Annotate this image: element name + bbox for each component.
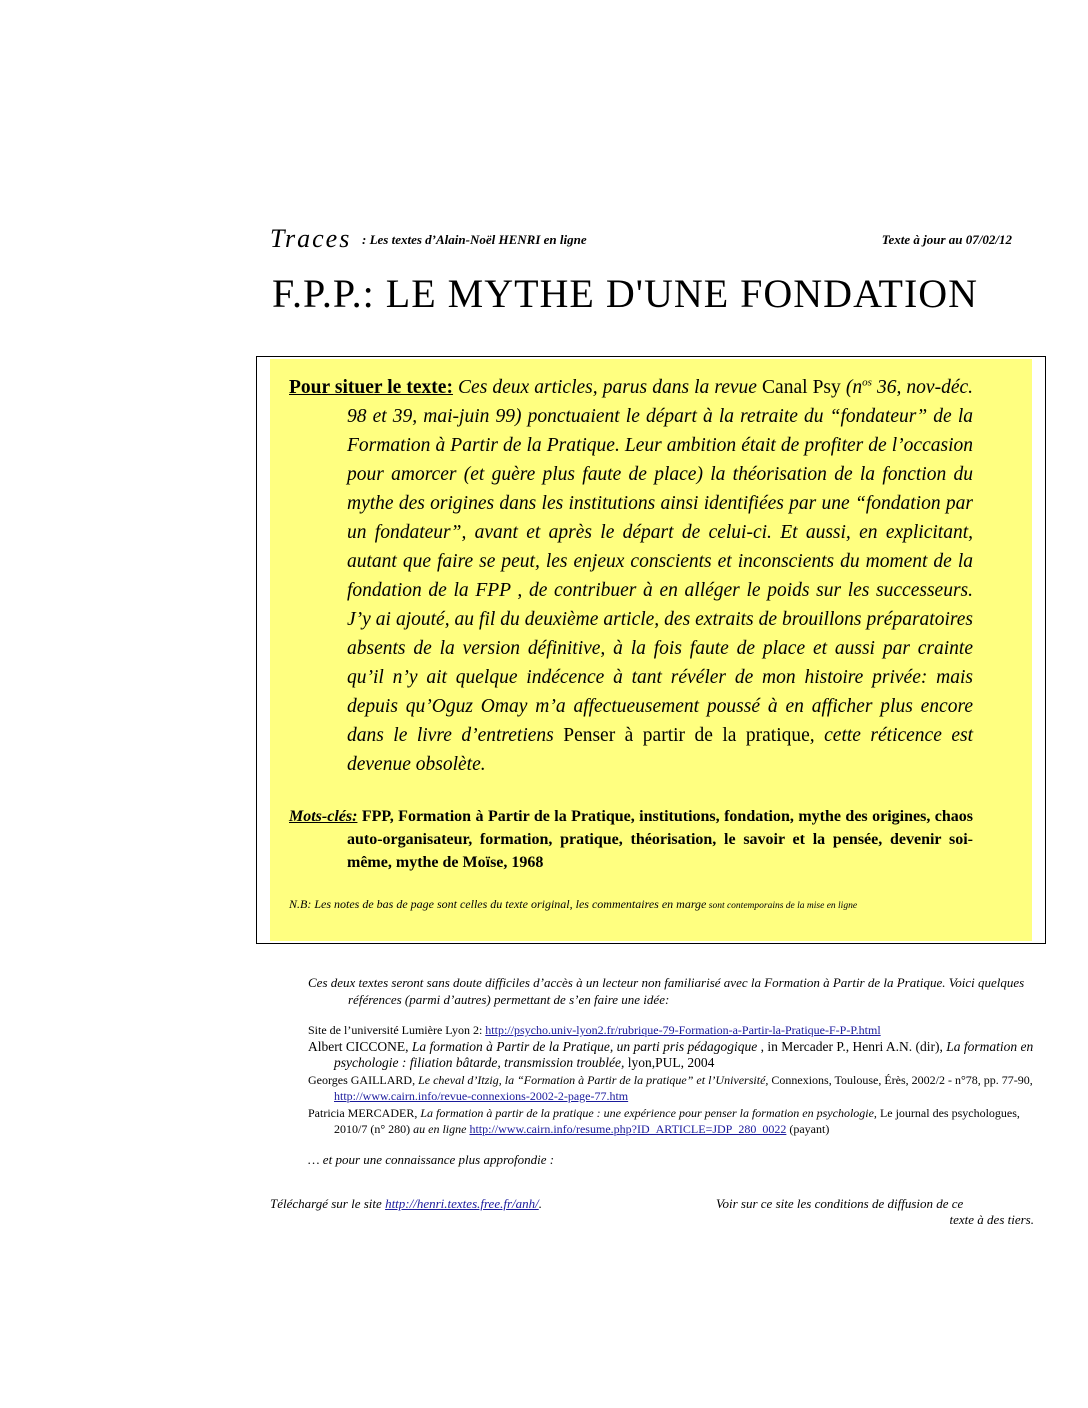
ref2-book: La formation en psychologie : filiation bâtarde, transmission troublée, bbox=[334, 1039, 1034, 1070]
abstract-paragraph bbox=[289, 373, 973, 779]
ref2-title: La formation à Partir de la Pratique, un parti pris pédagogique bbox=[411, 1039, 758, 1054]
abstract-text-2: (n bbox=[840, 377, 863, 398]
abstract-superscript: os bbox=[862, 376, 872, 389]
footer-right-line2: texte à des tiers. bbox=[949, 1212, 1034, 1227]
header-date: Texte à jour au 07/02/12 bbox=[881, 232, 1012, 247]
reference-3 bbox=[308, 1072, 1036, 1104]
footer-conditions bbox=[716, 1196, 1034, 1228]
header-subtitle: : Les textes d’Alain-Noël HENRI en ligne bbox=[362, 232, 587, 247]
footer-left-text: Téléchargé sur le site bbox=[270, 1196, 386, 1211]
reference-4 bbox=[308, 1105, 1036, 1137]
brand-traces: Traces bbox=[270, 224, 352, 253]
ref4-online: au en ligne bbox=[413, 1122, 470, 1136]
abstract-text-3: 36, nov-déc. 98 et 39, mai-juin 99) ponctuaient le départ à la retraite du “fondateur” de la Formation à Partir de la Pratique. Leur ambition était de profiter de l’occasion pour amorcer (et guère plus faute de place) la théorisation de la fonction du mythe des origines dans les institutions ainsi identifiées par une “fondation par un fondateur”, avant et après le départ de celui-ci. Et aussi, en explicitant, autant que faire se peut, les enjeux conscients et inconscients du moment de la fondation de la FPP , de contribuer à en alléger le poids sur les successeurs. J’y ai ajouté, au fil du deuxième article, des extraits de brouillons préparatoires absents de la version définitive, à la fois faute de place et aussi par crainte qu’il n’y ait quelque indécence à tant révéler de mon histoire privée: mais depuis qu’Oguz Omay m’a affectueusement poussé à en afficher plus encore dans le livre d’entretiens bbox=[347, 377, 974, 746]
keywords-label: Mots-clés: bbox=[289, 808, 358, 825]
page-title: F.P.P.: LE MYTHE D'UNE FONDATION bbox=[272, 271, 979, 316]
reference-2 bbox=[308, 1039, 1036, 1071]
intro-text: Ces deux textes seront sans doute difficiles d’accès à un lecteur non familiarisé avec la Formation à Partir de la Pratique. Voici quelques références (parmi d’autres) permettant de s’en faire une idée: bbox=[308, 975, 1025, 1007]
nb-small: sont contemporains de la mise en ligne bbox=[706, 901, 858, 911]
reference-1 bbox=[308, 1022, 1036, 1038]
ref3-link[interactable]: http://www.cairn.info/revue-connexions-2002-2-page-77.htm bbox=[334, 1089, 629, 1103]
ref1-text: Site de l’université Lumière Lyon 2: bbox=[308, 1023, 486, 1037]
ref4-author: Patricia MERCADER, bbox=[308, 1106, 421, 1120]
keywords-paragraph bbox=[289, 805, 973, 874]
footer-download bbox=[270, 1196, 542, 1212]
nb-main: N.B: Les notes de bas de page sont celles du texte original, les commentaires en marge bbox=[289, 897, 707, 911]
ref4-title: La formation à partir de la pratique : une expérience pour penser la formation en psychologie, bbox=[420, 1106, 877, 1120]
nb-note bbox=[289, 897, 989, 912]
ref4-link[interactable]: http://www.cairn.info/resume.php?ID_ARTICLE=JDP_280_0022 bbox=[469, 1122, 787, 1136]
footer-site-link[interactable]: http://henri.textes.free.fr/anh/ bbox=[385, 1196, 539, 1211]
ref1-link[interactable]: http://psycho.univ-lyon2.fr/rubrique-79-Formation-a-Partir-la-Pratique-F-P-P.html bbox=[485, 1023, 881, 1037]
references-list bbox=[308, 1022, 1036, 1138]
footer-right-line1: Voir sur ce site les conditions de diffusion de ce bbox=[716, 1196, 964, 1211]
keywords-text: FPP, Formation à Partir de la Pratique, institutions, fondation, mythe des origines, chaos auto-organisateur, formation, pratique, théorisation, le savoir et la pensée, devenir soi-même, mythe de Moïse, 1968 bbox=[347, 808, 973, 871]
ref4-paid: (payant) bbox=[786, 1122, 830, 1136]
further-reading: … et pour une connaissance plus approfondie : bbox=[308, 1152, 555, 1167]
abstract-text-4: , cette réticence est devenue obsolète. bbox=[347, 725, 973, 775]
ref3-pub: Connexions, Toulouse, Érès, 2002/2 - n°78, pp. 77-90, bbox=[768, 1073, 1033, 1087]
ref4-pub: Le journal des psychologues, 2010/7 (n° 280) bbox=[334, 1106, 1020, 1136]
abstract-label: Pour situer le texte: bbox=[289, 377, 453, 398]
book-title: Penser à partir de la pratique bbox=[563, 725, 810, 746]
abstract-text-1: Ces deux articles, parus dans la revue bbox=[452, 377, 763, 398]
ref2-author: Albert CICCONE, bbox=[308, 1039, 412, 1054]
ref2-in: , in Mercader P., Henri A.N. (dir), bbox=[757, 1039, 947, 1054]
ref3-title: Le cheval d’Itzig, la “Formation à Partir de la pratique” et l’Université, bbox=[418, 1073, 769, 1087]
footer-left-end: . bbox=[538, 1196, 542, 1211]
intro-paragraph bbox=[308, 974, 1036, 1008]
abstract-box bbox=[256, 356, 1046, 944]
ref2-pub: lyon,PUL, 2004 bbox=[624, 1055, 715, 1070]
running-header bbox=[268, 224, 1012, 252]
journal-name: Canal Psy bbox=[762, 377, 841, 398]
ref3-author: Georges GAILLARD, bbox=[308, 1073, 419, 1087]
